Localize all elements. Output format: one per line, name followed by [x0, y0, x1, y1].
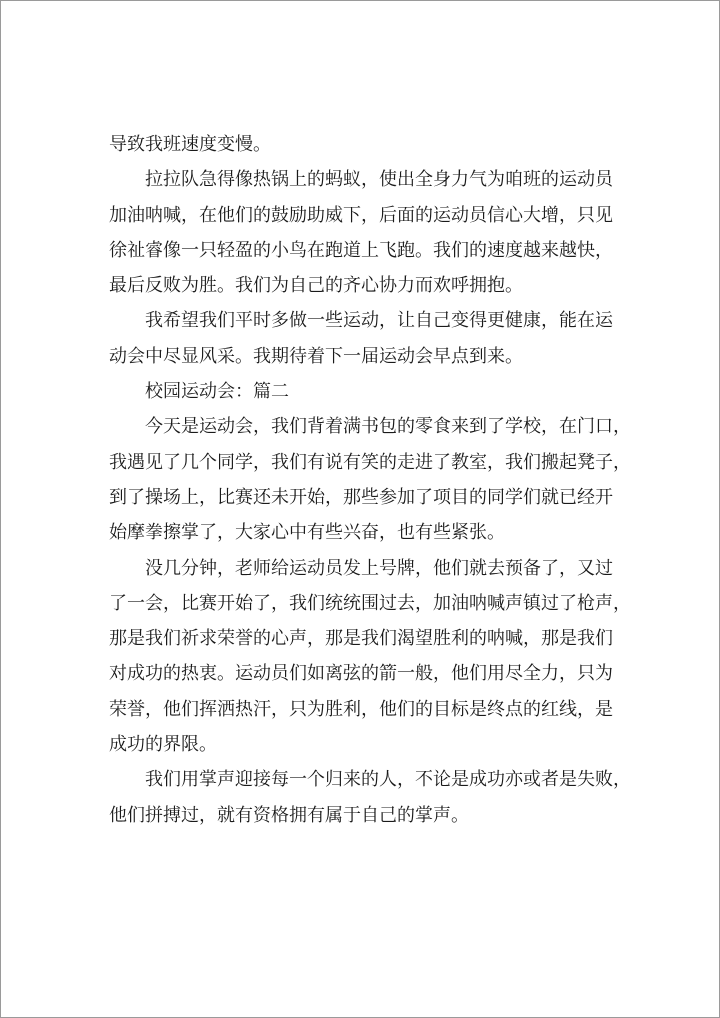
text-line: 始摩拳擦掌了，大家心中有些兴奋，也有些紧张。	[109, 522, 505, 544]
document-body	[109, 127, 629, 833]
text-line: 加油呐喊，在他们的鼓励助威下，后面的运动员信心大增，只见	[109, 204, 613, 226]
text-line: 那是我们祈求荣誉的心声，那是我们渴望胜利的呐喊，那是我们	[109, 628, 613, 650]
text-line: 荣誉，他们挥洒热汗，只为胜利，他们的目标是终点的红线，是	[109, 698, 613, 720]
text-line: 对成功的热衷。运动员们如离弦的箭一般，他们用尽全力，只为	[109, 663, 613, 685]
text-line: 成功的界限。	[109, 734, 217, 756]
text-line: 今天是运动会，我们背着满书包的零食来到了学校，在门口，	[145, 416, 631, 438]
text-line: 我遇见了几个同学，我们有说有笑的走进了教室，我们搬起凳子，	[109, 451, 631, 473]
text-line: 到了操场上，比赛还未开始，那些参加了项目的同学们就已经开	[109, 486, 613, 508]
text-line: 了一会，比赛开始了，我们统统围过去，加油呐喊声镇过了枪声，	[109, 592, 631, 614]
text-line: 拉拉队急得像热锅上的蚂蚁，使出全身力气为咱班的运动员	[145, 169, 613, 191]
text-line: 没几分钟，老师给运动员发上号牌，他们就去预备了，又过	[145, 557, 613, 579]
text-line: 导致我班速度变慢。	[109, 134, 271, 155]
text-line: 动会中尽显风采。我期待着下一届运动会早点到来。	[109, 345, 523, 367]
text-line: 我希望我们平时多做一些运动，让自己变得更健康，能在运	[145, 310, 613, 332]
text-line: 最后反败为胜。我们为自己的齐心协力而欢呼拥抱。	[109, 275, 523, 297]
text-line: 校园运动会：篇二	[145, 381, 289, 403]
text-line: 徐祉睿像一只轻盈的小鸟在跑道上飞跑。我们的速度越来越快，	[109, 239, 613, 261]
text-line: 我们用掌声迎接每一个归来的人，不论是成功亦或者是失败，	[145, 769, 631, 791]
text-line: 他们拼搏过，就有资格拥有属于自己的掌声。	[109, 804, 469, 826]
